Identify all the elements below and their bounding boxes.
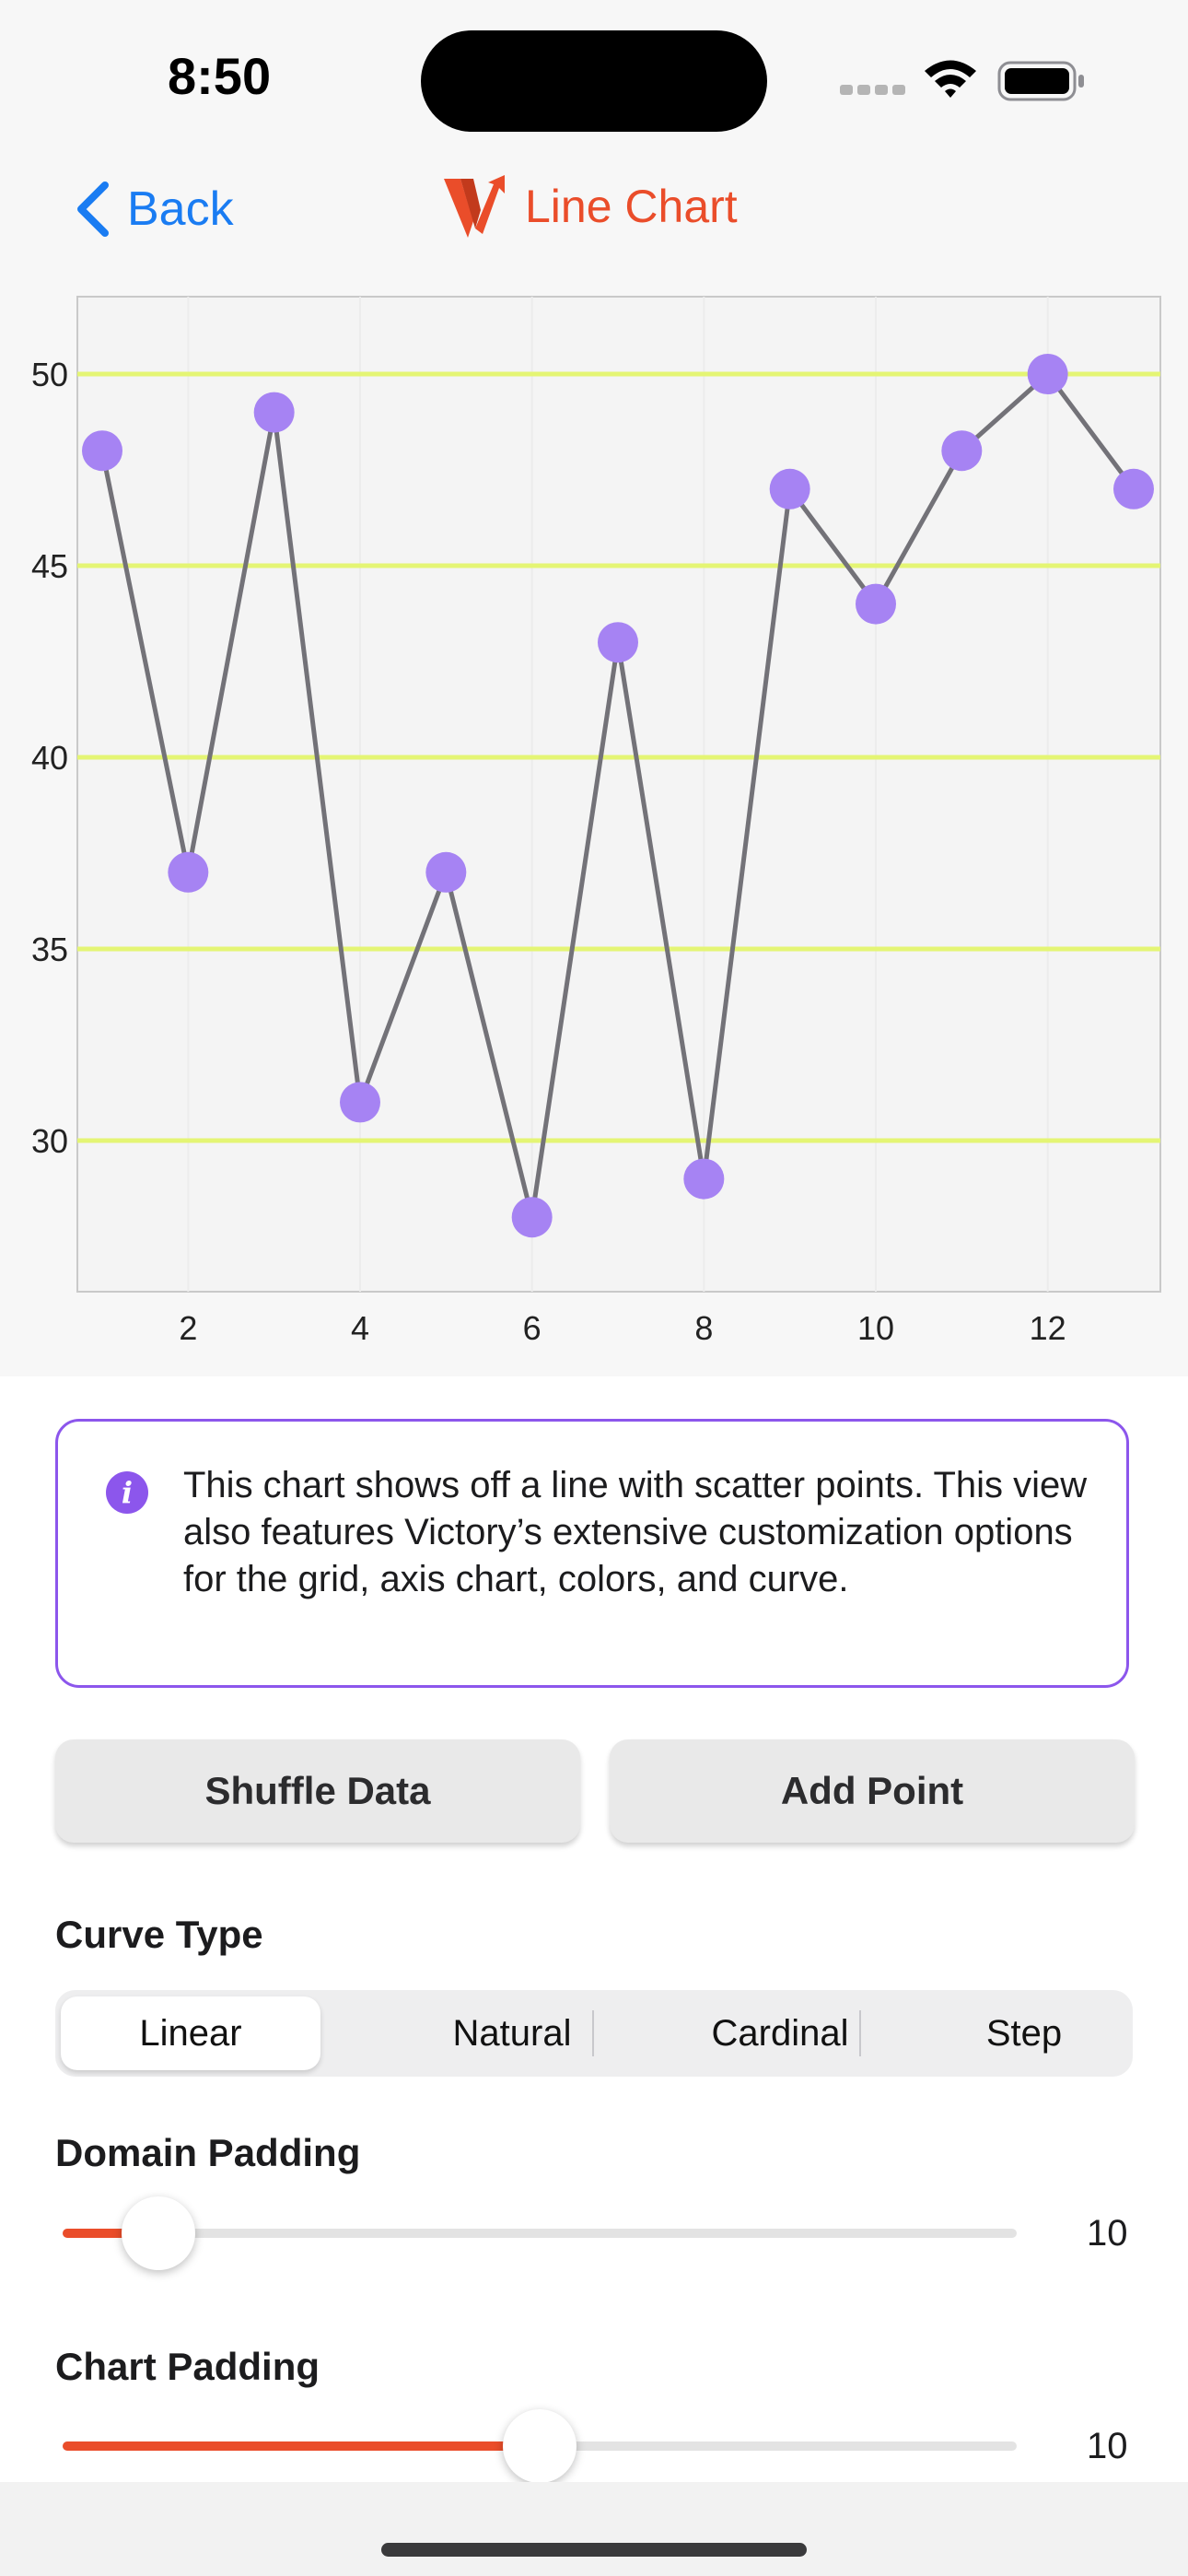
- victory-logo-icon: [440, 173, 512, 240]
- data-point: [168, 852, 208, 893]
- info-icon: i: [106, 1471, 148, 1514]
- shuffle-data-button[interactable]: Shuffle Data: [55, 1739, 580, 1843]
- data-point: [770, 469, 810, 509]
- slider-fill: [63, 2441, 540, 2451]
- y-tick-label: 40: [30, 739, 68, 777]
- domain-padding-value: 10: [1087, 2213, 1128, 2254]
- status-bar: [0, 0, 1188, 147]
- curve-type-label: Curve Type: [55, 1913, 263, 1956]
- chevron-left-icon: [74, 181, 111, 238]
- navigation-bar: [0, 147, 1188, 267]
- slider-track: [63, 2229, 1017, 2238]
- data-point: [425, 852, 466, 893]
- data-point: [1028, 354, 1068, 394]
- add-point-button[interactable]: Add Point: [610, 1739, 1135, 1843]
- slider-thumb[interactable]: [503, 2409, 577, 2483]
- cellular-signal-icon: [840, 85, 906, 96]
- segment-divider: [592, 2010, 594, 2056]
- back-label: Back: [127, 182, 234, 236]
- home-indicator[interactable]: [381, 2543, 807, 2557]
- slider-thumb[interactable]: [122, 2196, 195, 2270]
- wifi-icon: [922, 57, 979, 100]
- chart-padding-slider[interactable]: [63, 2408, 1017, 2482]
- x-tick-label: 2: [179, 1309, 198, 1347]
- segment-cardinal[interactable]: Cardinal: [711, 2012, 849, 2054]
- segment-divider: [859, 2010, 861, 2056]
- segment-natural[interactable]: Natural: [452, 2012, 572, 2054]
- domain-padding-slider[interactable]: [63, 2195, 1017, 2269]
- x-tick-label: 6: [522, 1309, 542, 1347]
- data-point: [254, 392, 295, 433]
- line-chart: [0, 267, 1188, 1376]
- data-point: [1113, 469, 1154, 509]
- info-text: This chart shows off a line with scatter points. This view also features Victory’s extensive customization options for the grid, axis chart, colors, and curve.: [183, 1465, 1088, 1599]
- y-tick-label: 50: [30, 356, 68, 393]
- segment-linear[interactable]: Linear: [61, 1996, 320, 2070]
- data-point: [340, 1082, 380, 1122]
- x-tick-label: 10: [856, 1309, 895, 1347]
- chart-padding-label: Chart Padding: [55, 2345, 320, 2388]
- page-title: Line Chart: [525, 181, 738, 232]
- battery-icon: [997, 61, 1086, 101]
- info-card: [55, 1419, 1129, 1688]
- y-tick-label: 35: [30, 931, 68, 968]
- data-point: [683, 1159, 724, 1200]
- back-button[interactable]: [74, 181, 234, 238]
- chart-area: [0, 267, 1188, 1376]
- data-point: [512, 1197, 553, 1237]
- curve-type-segmented-control: [55, 1990, 1133, 2077]
- data-point: [82, 430, 122, 471]
- chart-padding-value: 10: [1087, 2426, 1128, 2466]
- x-tick-label: 12: [1029, 1309, 1066, 1347]
- dynamic-island: [421, 30, 767, 132]
- x-tick-label: 8: [694, 1309, 714, 1347]
- y-tick-label: 45: [30, 547, 68, 585]
- nav-title-group: [440, 173, 738, 240]
- y-tick-label: 30: [30, 1122, 68, 1160]
- domain-padding-label: Domain Padding: [55, 2131, 361, 2174]
- data-point: [598, 622, 638, 662]
- data-point: [856, 584, 896, 625]
- x-tick-label: 4: [350, 1309, 370, 1347]
- status-time: 8:50: [168, 47, 272, 105]
- data-point: [941, 430, 982, 471]
- bottom-safe-area: [0, 2482, 1188, 2576]
- segment-step[interactable]: Step: [985, 2012, 1063, 2054]
